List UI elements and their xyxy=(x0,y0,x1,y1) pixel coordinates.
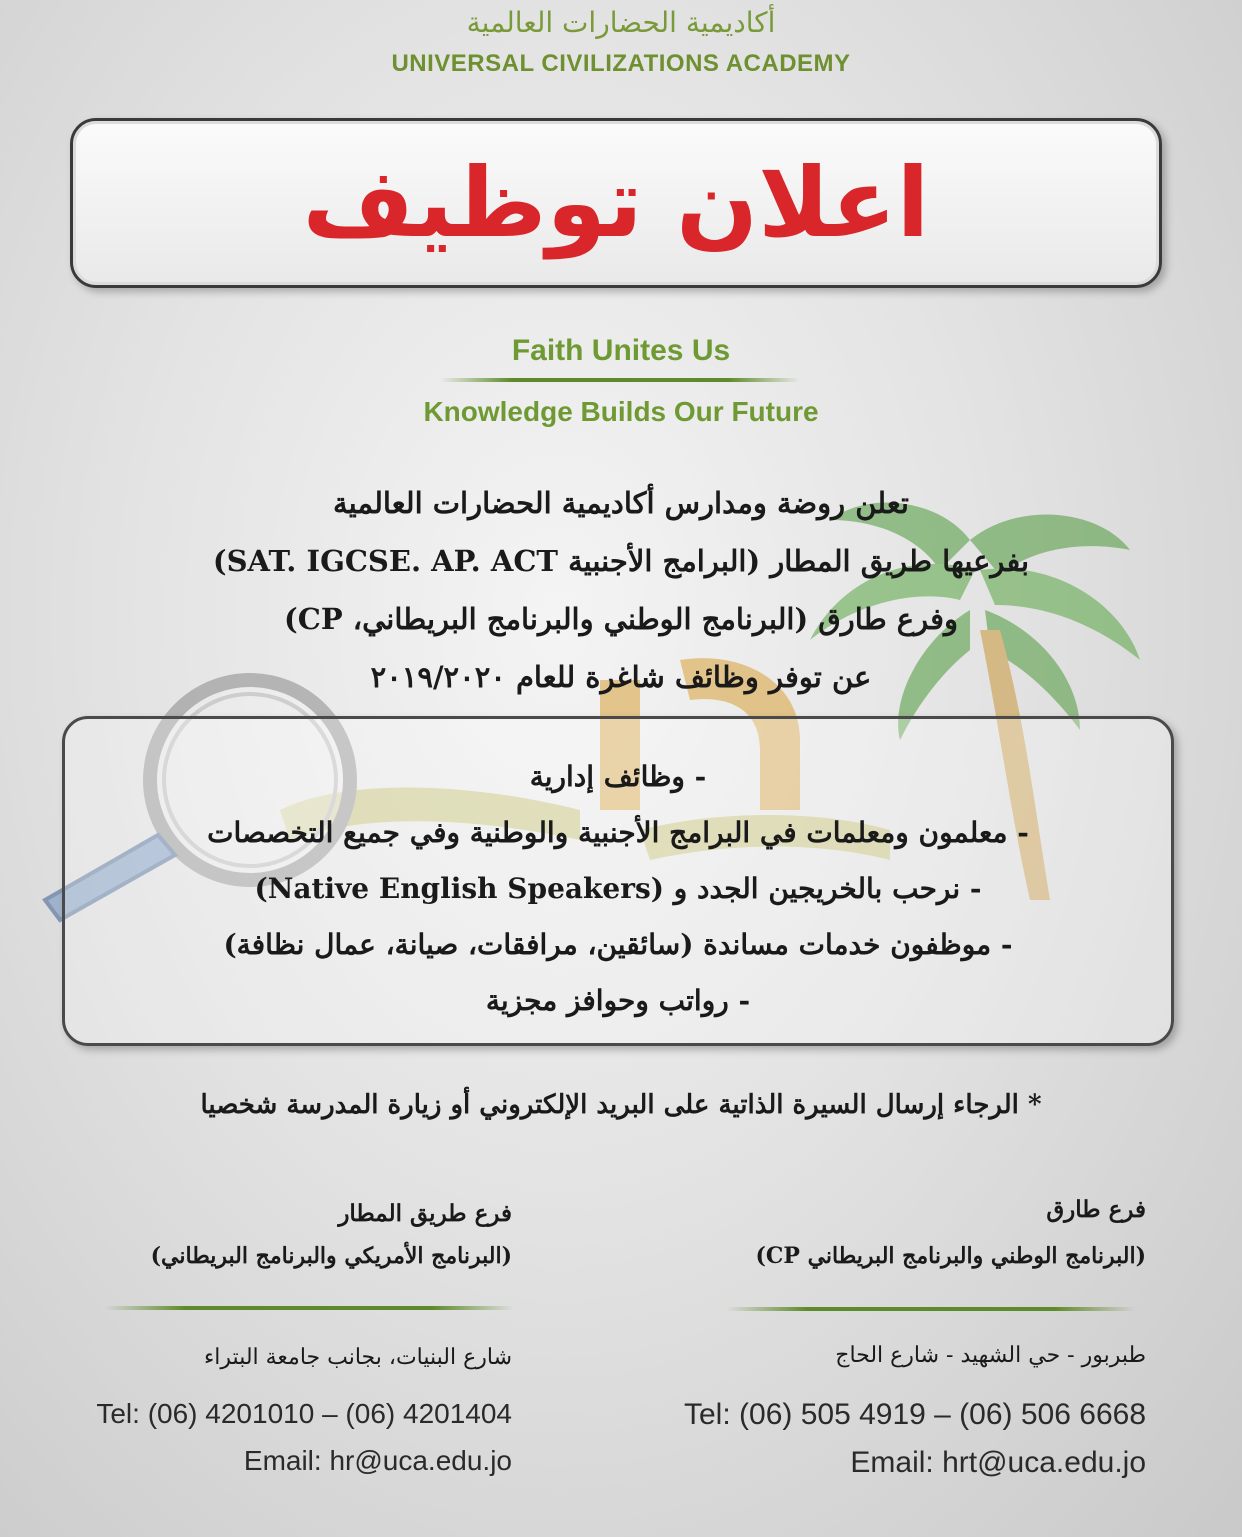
branch-airport-address: شارع البنيات، بجانب جامعة البتراء xyxy=(203,1345,512,1370)
title-box xyxy=(70,118,1162,288)
announcement-line: وفرع طارق (البرنامج الوطني والبرنامج البريطاني، CP) xyxy=(284,602,958,636)
motto-knowledge: Knowledge Builds Our Future xyxy=(423,396,819,427)
jobs-list xyxy=(65,749,1171,1029)
branch-airport-email[interactable]: Email: hr@uca.edu.jo xyxy=(243,1445,512,1476)
branch-airport-tel: Tel: (06) 4201010 – (06) 4201404 xyxy=(96,1398,512,1429)
job-item: - رواتب وحوافز مجزية xyxy=(485,984,751,1017)
branch-airport-name: فرع طريق المطار xyxy=(338,1200,512,1227)
page-title: اعلان توظيف xyxy=(302,147,930,259)
announcement-line: تعلن روضة ومدارس أكاديمية الحضارات العالمية xyxy=(333,486,909,520)
branch-tareq-program: (البرنامج الوطني والبرنامج البريطاني CP) xyxy=(755,1243,1146,1269)
brush-divider xyxy=(726,1307,1136,1311)
branch-airport-program: (البرنامج الأمريكي والبرنامج البريطاني) xyxy=(150,1243,512,1269)
branch-tareq-email[interactable]: Email: hrt@uca.edu.jo xyxy=(850,1446,1146,1479)
job-item: - معلمون ومعلمات في البرامج الأجنبية والوطنية وفي جميع التخصصات xyxy=(207,816,1029,849)
job-item: - وظائف إدارية xyxy=(529,760,707,793)
jobs-box xyxy=(62,716,1174,1046)
brush-divider xyxy=(104,1306,514,1310)
motto-faith: Faith Unites Us xyxy=(511,334,731,367)
application-note: * الرجاء إرسال السيرة الذاتية على البريد الإلكتروني أو زيارة المدرسة شخصيا xyxy=(200,1090,1042,1120)
brush-divider xyxy=(440,378,800,382)
academy-name-english: UNIVERSAL CIVILIZATIONS ACADEMY xyxy=(391,50,851,77)
job-item: - نرحب بالخريجين الجدد و (Native English Speakers) xyxy=(254,872,982,905)
announcement-line: عن توفر وظائف شاغرة للعام ٢٠١٩/٢٠٢٠ xyxy=(370,660,872,694)
branch-tareq-name: فرع طارق xyxy=(1046,1196,1146,1223)
announcement xyxy=(100,474,1142,706)
job-item: - موظفون خدمات مساندة (سائقين، مرافقات، صيانة، عمال نظافة) xyxy=(223,928,1013,961)
announcement-line: بفرعيها طريق المطار (البرامج الأجنبية SAT. IGCSE. AP. ACT) xyxy=(212,544,1030,578)
branch-tareq-tel: Tel: (06) 505 4919 – (06) 506 6668 xyxy=(684,1398,1146,1431)
branch-tareq-address: طبربور - حي الشهيد - شارع الحاج xyxy=(835,1343,1146,1368)
academy-name-arabic: أكاديمية الحضارات العالمية xyxy=(466,6,776,39)
